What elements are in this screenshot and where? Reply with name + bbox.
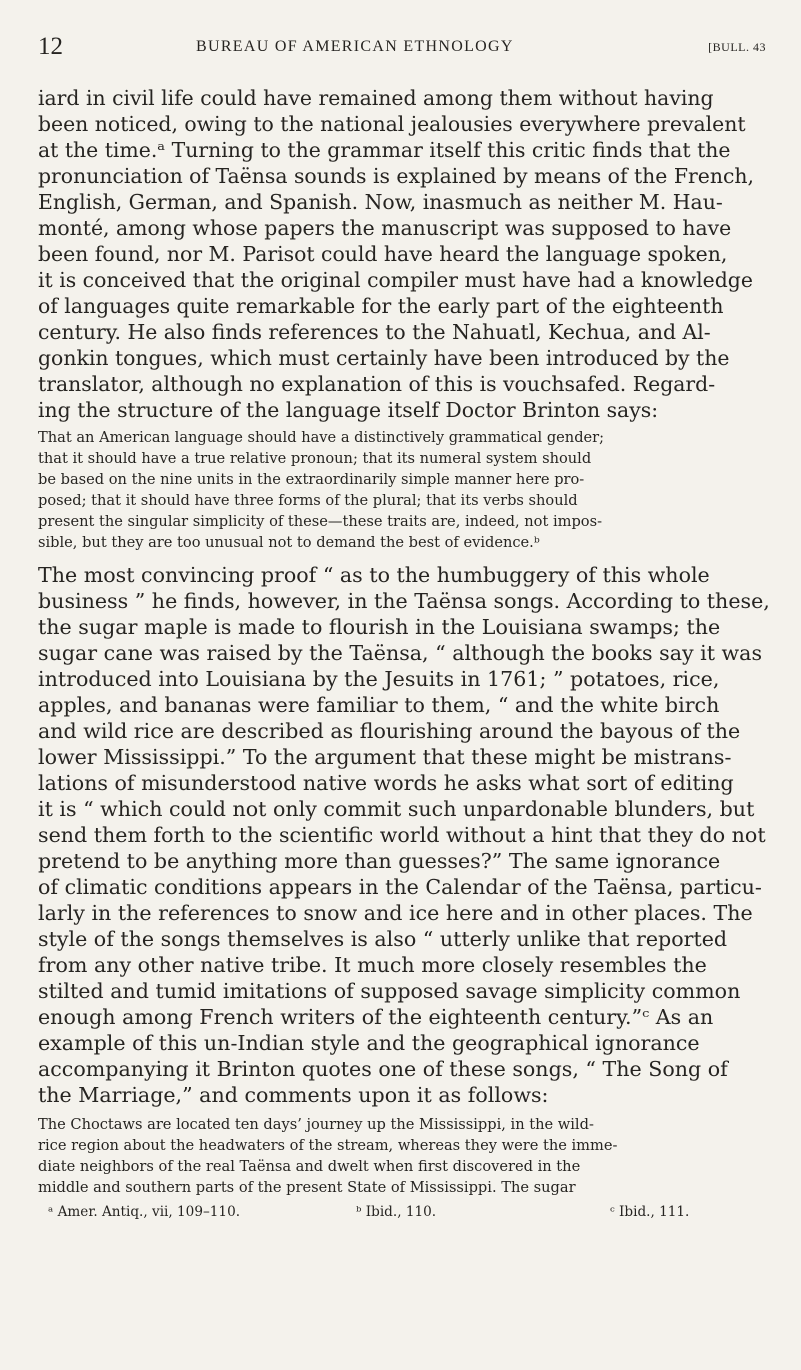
body-line: of languages quite remarkable for the early part of the eighteenth: [38, 294, 724, 318]
body-line: pretend to be anything more than guesses?” The same ignorance: [38, 849, 721, 873]
quote-line: sible, but they are too unusual not to demand the best of evidence.ᵇ: [38, 534, 540, 551]
quote-line: middle and southern parts of the present State of Mississippi. The sugar: [38, 1179, 576, 1196]
body-line: century. He also finds references to the Nahuatl, Kechua, and Al-: [38, 320, 711, 344]
body-line: stilted and tumid imitations of supposed savage simplicity common: [38, 979, 741, 1003]
footnote-c: ᶜ Ibid., 111.: [610, 1204, 690, 1220]
body-line: pronunciation of Taënsa sounds is explained by means of the French,: [38, 164, 754, 188]
body-line: example of this un-Indian style and the geographical ignorance: [38, 1031, 700, 1055]
running-header: [38, 34, 766, 60]
body-line: of climatic conditions appears in the Calendar of the Taënsa, particu-: [38, 875, 762, 899]
body-line: it is “ which could not only commit such unpardonable blunders, but: [38, 797, 755, 821]
body-line: The most convincing proof “ as to the humbuggery of this whole: [38, 563, 710, 587]
body-line: and wild rice are described as flourishing around the bayous of the: [38, 719, 741, 743]
body-line: larly in the references to snow and ice here and in other places. The: [38, 901, 753, 925]
body-line: introduced into Louisiana by the Jesuits in 1761; ” potatoes, rice,: [38, 667, 720, 691]
body-line: been noticed, owing to the national jealousies everywhere prevalent: [38, 112, 746, 136]
body-line: from any other native tribe. It much more closely resembles the: [38, 953, 707, 977]
body-line: gonkin tongues, which must certainly have been introduced by the: [38, 346, 730, 370]
body-line: style of the songs themselves is also “ utterly unlike that reported: [38, 927, 728, 951]
quote-line: posed; that it should have three forms of the plural; that its verbs should: [38, 492, 578, 509]
body-line: lower Mississippi.” To the argument that these might be mistrans-: [38, 745, 732, 769]
quote-line: The Choctaws are located ten days’ journey up the Mississippi, in the wild-: [38, 1116, 594, 1133]
body-line: it is conceived that the original compiler must have had a knowledge: [38, 268, 753, 292]
body-line: been found, nor M. Parisot could have heard the language spoken,: [38, 242, 728, 266]
body-line: enough among French writers of the eighteenth century.”ᶜ As an: [38, 1005, 714, 1029]
quote-line: present the singular simplicity of these—these traits are, indeed, not impos-: [38, 513, 603, 530]
body-line: iard in civil life could have remained among them without having: [38, 86, 714, 110]
body-line: accompanying it Brinton quotes one of these songs, “ The Song of: [38, 1057, 728, 1081]
bulletin-label: [BULL. 43: [708, 40, 766, 54]
running-title: BUREAU OF AMERICAN ETHNOLOGY: [196, 38, 514, 55]
body-line: the Marriage,” and comments upon it as follows:: [38, 1083, 549, 1107]
body-line: English, German, and Spanish. Now, inasmuch as neither M. Hau-: [38, 190, 723, 214]
body-line: ing the structure of the language itself Doctor Brinton says:: [38, 398, 659, 422]
quote-line: That an American language should have a distinctively grammatical gender;: [38, 429, 605, 446]
body-line: at the time.ᵃ Turning to the grammar itself this critic finds that the: [38, 138, 731, 162]
body-line: lations of misunderstood native words he asks what sort of editing: [38, 771, 734, 795]
body-line: the sugar maple is made to flourish in the Louisiana swamps; the: [38, 615, 721, 639]
body-line: monté, among whose papers the manuscript was supposed to have: [38, 216, 732, 240]
page-number: 12: [38, 33, 63, 60]
body-line: sugar cane was raised by the Taënsa, “ although the books say it was: [38, 641, 763, 665]
footnote-a: ᵃ Amer. Antiq., vii, 109–110.: [48, 1204, 241, 1220]
quote-line: be based on the nine units in the extraordinarily simple manner here pro-: [38, 471, 585, 488]
body-line: business ” he finds, however, in the Taënsa songs. According to these,: [38, 589, 770, 613]
body-line: send them forth to the scientific world without a hint that they do not: [38, 823, 766, 847]
quote-line: that it should have a true relative pronoun; that its numeral system should: [38, 450, 592, 467]
body-line: apples, and bananas were familiar to them, “ and the white birch: [38, 693, 720, 717]
quote-line: diate neighbors of the real Taënsa and dwelt when first discovered in the: [38, 1158, 581, 1175]
body-line: translator, although no explanation of this is vouchsafed. Regard-: [38, 372, 716, 396]
quote-line: rice region about the headwaters of the stream, whereas they were the imme-: [38, 1137, 618, 1154]
footnote-b: ᵇ Ibid., 110.: [356, 1204, 437, 1220]
